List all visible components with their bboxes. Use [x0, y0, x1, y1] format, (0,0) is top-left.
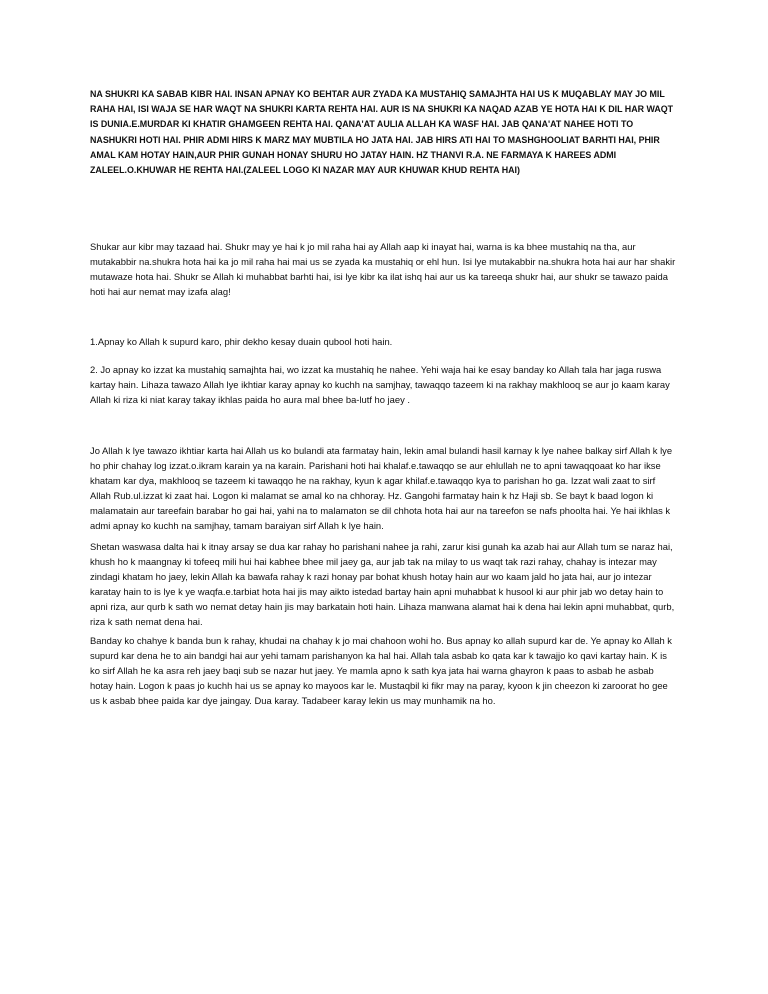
paragraph-point-2: 2. Jo apnay ko izzat ka mustahiq samajhta hai, wo izzat ka mustahiq he nahee. Yehi waja hai ke esay banday ko Allah tala har jaga ruswa kartay hain. Lihaza tawazo Allah lye ikhtiar karay apnay ko kuchh na samjhay, tawaqqo tazeem ki na rakhay makhlooq se aur jo kaam karay Allah ki riza ki niat karay takay ikhlas paida ho aura mal bhee ba-lutf ho jaey . [90, 364, 670, 405]
paragraph-banday: Banday ko chahye k banda bun k rahay, khudai na chahay k jo mai chahoon wohi ho. Bus apnay ko allah supurd kar de. Ye apnay ko Allah k supurd kar dena he to ain bandgi hai aur yehi tamam parishanyon ka hal hai. Allah tala asbab ko qata kar k tawajjo ko qavi kartay hain. K is ko sirf Allah he ka asra reh jaey baqi sub se nazar hut jaey. Ye mamla apno k sath kya jata hai warna ghayron k paas to asbab he asbab hotay hain. Logon k paas jo kuchh hai us se apnay ko mayoos kar le. Mustaqbil ki fikr may na paray, kyoon k jin cheezon ki zaroorat ho gee us k asbab bhee paida kar dye jaingay. Dua karay. Tadabeer karay lekin us may munhamik na ho. [90, 635, 672, 706]
paragraph-shetan: Shetan waswasa dalta hai k itnay arsay se dua kar rahay ho parishani nahee ja rahi, zarur kisi gunah ka azab hai aur Allah tum se naraz hai, khush ho k maangnay ki tofeeq mili hui hai kabhee bhee mil jaey ga, aur jab tak na milay to us waqt tak razi rahay, chahay is intezar may zindagi khatam ho jaey, lekin Allah ka bawafa rahay k razi honay par bohat khush hotay hain aur wo kaam jald ho jata hai, aur jo intezar karatay hain to is lye k ye waqfa.e.tarbiat hota hai jis may aikto istedad bartay hain apni muhabbat k husool ki aur phir jab wo detay hain to apni riza, aur qurb k sath wo nemat detay hain jis may barkatain hoti hain. Lihaza manwana alamat hai k dena hai lekin apni muhabbat, qurb, riza k sath nemat dena hai. [90, 541, 675, 627]
paragraph-tawazo: Jo Allah k lye tawazo ikhtiar karta hai Allah us ko bulandi ata farmatay hain, lekin amal bulandi hasil karnay k lye nahee balkay sirf Allah k lye ho phir chahay log izzat.o.ikram karain ya na karain. Parishani hoti hai khalaf.e.tawaqqo se aur ehlullah ne to apni tawaqqoaat ko har ikse khatam kar dya, makhlooq se tazeem ki tawaqqo he na rakhay, kyun k agar khilaf.e.tawaqqo kya to parishan ho ga. Izzat wali zaat to sirf Allah Rub.ul.izzat ki zaat hai. Logon ki malamat se amal ko na chhoray. Hz. Gangohi farmatay hain k hz Haji sb. Se bayt k baad logon ki malamatain aur tareefain barabar ho gai hai, yahi na to malamaton se dil chhota hota hai aur na tareefon se nafs phoolta hai. Ye hai ikhlas k admi apnay ko kuchh na samjhay, tamam baraiyan sirf Allah k lye hain. [90, 445, 673, 531]
paragraph-shukar: Shukar aur kibr may tazaad hai. Shukr may ye hai k jo mil raha hai ay Allah aap ki inayat hai, warna is ka bhee mustahiq na tha, aur mutakabbir na.shukra hota hai ka jo mil raha hai mai us se zyada ka mustahiq or ehl hun. Isi lye mutakabbir na.shukra hota hai aur har shakir mutawaze hota hai. Shukr se Allah ki muhabbat barhti hai, isi lye kibr ka ilat ishq hai aur us ka tareeqa shukr hai, aur shukr se tawazo paida hoti hai aur nemat may izafa alag! [90, 241, 676, 297]
heading-paragraph: NA SHUKRI KA SABAB KIBR HAI. INSAN APNAY KO BEHTAR AUR ZYADA KA MUSTAHIQ SAMAJHTA HAI US K MUQABLAY MAY JO MIL RAHA HAI, ISI WAJA SE HAR WAQT NA SHUKRI KARTA REHTA HAI. AUR IS NA SHUKRI KA NAQAD AZAB YE HOTA HAI K DIL HAR WAQT IS DUNIA.E.MURDAR KI KHATIR GHAMGEEN REHTA HAI. QANA'AT AULIA ALLAH KA WASF HAI. JAB QANA'AT NAHEE HOTI TO NASHUKRI HOTI HAI. PHIR ADMI HIRS K MARZ MAY MUBTILA HO JATA HAI. JAB HIRS ATI HAI TO MASHGHOOLIAT BARHTI HAI, PHIR AMAL KAM HOTAY HAIN,AUR PHIR GUNAH HONAY SHURU HO JATAY HAIN. HZ THANVI R.A. NE FARMAYA K HAREES ADMI ZALEEL.O.KHUWAR HE REHTA HAI.(ZALEEL LOGO KI NAZAR MAY AUR KHUWAR KHUD REHTA HAI) [90, 89, 674, 176]
paragraph-point-1: 1.Apnay ko Allah k supurd karo, phir dekho kesay duain qubool hoti hain. [90, 336, 393, 347]
